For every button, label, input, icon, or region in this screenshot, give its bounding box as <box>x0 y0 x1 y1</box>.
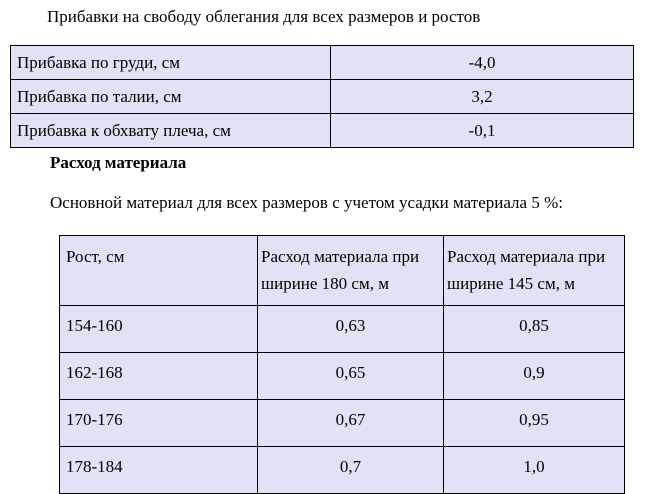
header-width-180: Расход материала при ширине 180 см, м <box>258 236 444 306</box>
consumption-180-cell: 0,67 <box>258 400 444 447</box>
table-row <box>11 46 634 80</box>
consumption-180-cell: 0,7 <box>258 447 444 494</box>
table-row <box>60 400 625 447</box>
table-row <box>11 80 634 114</box>
allowances-table <box>10 45 634 148</box>
height-cell: 154-160 <box>60 306 258 353</box>
material-consumption-table <box>59 235 625 494</box>
consumption-145-cell: 0,85 <box>444 306 625 353</box>
allowance-value: -0,1 <box>331 114 634 148</box>
section-title: Расход материала <box>50 153 187 172</box>
header-width-145: Расход материала при ширине 145 см, м <box>444 236 625 306</box>
table-row <box>11 114 634 148</box>
height-cell: 162-168 <box>60 353 258 400</box>
table-header-row <box>60 236 625 306</box>
allowance-label: Прибавка по талии, см <box>11 80 331 114</box>
header-height: Рост, см <box>60 236 258 306</box>
allowance-label: Прибавка к обхвату плеча, см <box>11 114 331 148</box>
allowances-heading: Прибавки на свободу облегания для всех размеров и ростов <box>47 7 481 26</box>
allowance-value: 3,2 <box>331 80 634 114</box>
consumption-180-cell: 0,65 <box>258 353 444 400</box>
allowance-label: Прибавка по груди, см <box>11 46 331 80</box>
consumption-180-cell: 0,63 <box>258 306 444 353</box>
consumption-145-cell: 1,0 <box>444 447 625 494</box>
consumption-145-cell: 0,9 <box>444 353 625 400</box>
height-cell: 170-176 <box>60 400 258 447</box>
table-row <box>60 306 625 353</box>
allowance-value: -4,0 <box>331 46 634 80</box>
material-paragraph: Основной материал для всех размеров с учетом усадки материала 5 %: <box>50 193 563 212</box>
height-cell: 178-184 <box>60 447 258 494</box>
table-row <box>60 447 625 494</box>
consumption-145-cell: 0,95 <box>444 400 625 447</box>
table-row <box>60 353 625 400</box>
